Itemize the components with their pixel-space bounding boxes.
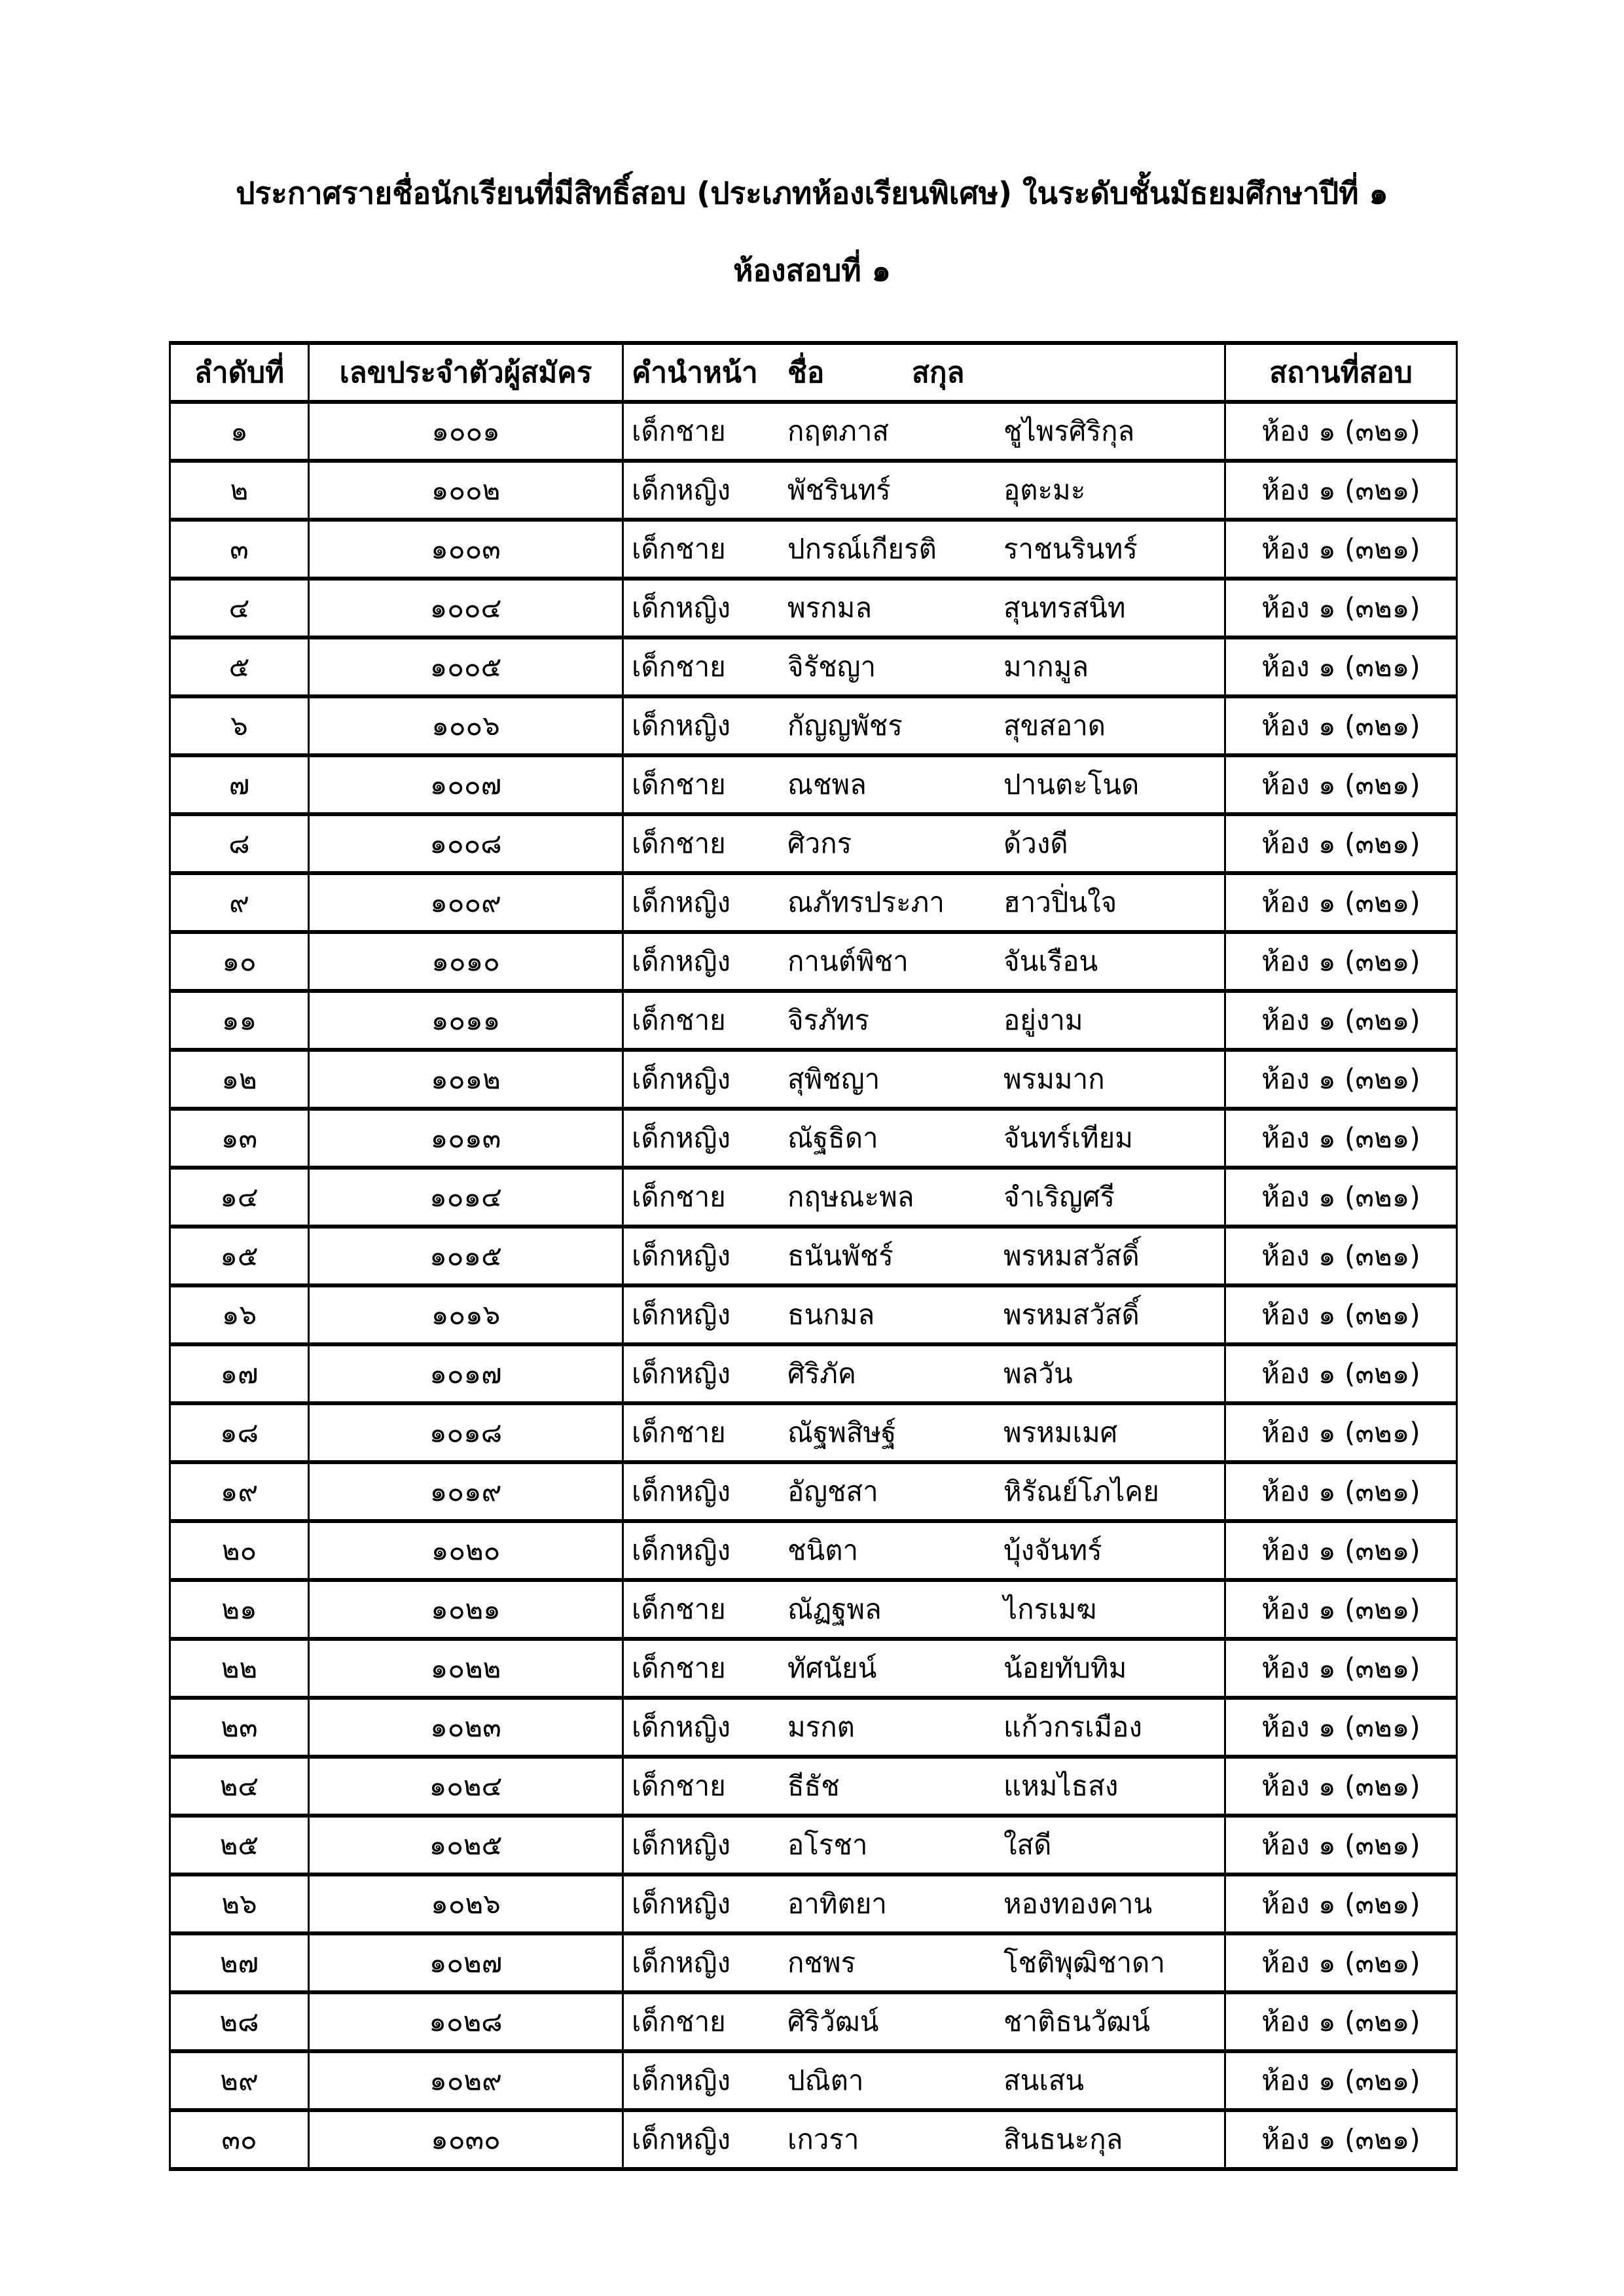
first-name-text: ณัฏฐพล: [787, 1593, 882, 1625]
surname-text: หองทองคาน: [1003, 1888, 1153, 1920]
prefix-text: เด็กหญิง: [632, 1888, 731, 1920]
surname-text: จำเริญศรี: [1003, 1181, 1115, 1213]
header-name-group: [624, 350, 1224, 395]
order-cell: ๒๘: [170, 1992, 309, 2051]
venue-cell: ห้อง ๑ (๓๒๑): [1225, 1168, 1457, 1227]
name-cell: [624, 1175, 1224, 1219]
table-row: [170, 520, 1457, 579]
order-cell: ๑๑: [170, 991, 309, 1050]
first-name-text: ณชพล: [787, 768, 867, 800]
prefix-text: เด็กหญิง: [632, 474, 731, 506]
first-name-text: ธนันพัชร์: [787, 1240, 893, 1272]
surname-text: ปานตะโนด: [1003, 768, 1140, 800]
surname-text: พรหมสวัสดิ์: [1003, 1240, 1140, 1272]
first-name-text: พรกมล: [787, 592, 873, 624]
applicant-id-cell: ๑๐๑๘: [309, 1403, 623, 1462]
venue-cell: ห้อง ๑ (๓๒๑): [1225, 461, 1457, 520]
applicant-id-cell: ๑๐๑๖: [309, 1285, 623, 1344]
prefix-text: เด็กชาย: [632, 1652, 726, 1684]
prefix-text: เด็กชาย: [632, 1593, 726, 1625]
table-row: [170, 1285, 1457, 1344]
applicant-id-cell: ๑๐๑๓: [309, 1109, 623, 1168]
prefix-text: เด็กหญิง: [632, 1240, 731, 1272]
name-cell: [624, 2000, 1224, 2043]
first-name-text: อัญชสา: [787, 1475, 878, 1507]
order-cell: ๑๖: [170, 1285, 309, 1344]
order-cell: ๑๐: [170, 932, 309, 991]
header-order: ลำดับที่: [170, 343, 309, 402]
venue-cell: ห้อง ๑ (๓๒๑): [1225, 1992, 1457, 2051]
order-cell: ๕: [170, 637, 309, 696]
applicant-id-cell: ๑๐๑๕: [309, 1227, 623, 1285]
venue-cell: ห้อง ๑ (๓๒๑): [1225, 2051, 1457, 2110]
applicant-id-cell: ๑๐๒๒: [309, 1639, 623, 1698]
order-cell: ๓: [170, 520, 309, 579]
first-name-text: ธีธัช: [787, 1770, 840, 1802]
table-row: [170, 637, 1457, 696]
venue-cell: ห้อง ๑ (๓๒๑): [1225, 1816, 1457, 1874]
applicant-id-cell: ๑๐๐๕: [309, 637, 623, 696]
name-cell: [624, 1882, 1224, 1926]
venue-cell: ห้อง ๑ (๓๒๑): [1225, 1344, 1457, 1403]
name-cell: [624, 881, 1224, 924]
prefix-text: เด็กชาย: [632, 827, 726, 859]
table-row: [170, 814, 1457, 873]
order-cell: ๑๘: [170, 1403, 309, 1462]
table-row: [170, 1580, 1457, 1639]
name-cell: [624, 940, 1224, 983]
applicant-id-cell: ๑๐๒๗: [309, 1933, 623, 1992]
applicant-id-cell: ๑๐๓๐: [309, 2110, 623, 2169]
venue-cell: ห้อง ๑ (๓๒๑): [1225, 402, 1457, 461]
name-cell: [624, 1234, 1224, 1278]
name-cell: [624, 2059, 1224, 2102]
header-surname: สกุล: [912, 356, 965, 389]
surname-text: พรหมเมศ: [1003, 1416, 1118, 1448]
first-name-text: จิรภัทร: [787, 1004, 870, 1036]
page-title: ประกาศรายชื่อนักเรียนที่มีสิทธิ์สอบ (ประเภทห้องเรียนพิเศษ) ในระดับชั้นมัธยมศึกษาปีที่ ๑: [236, 175, 1388, 211]
first-name-text: ธนกมล: [787, 1299, 875, 1331]
venue-cell: ห้อง ๑ (๓๒๑): [1225, 1109, 1457, 1168]
name-cell: [624, 1058, 1224, 1101]
table-row: [170, 1992, 1457, 2051]
order-cell: ๑๗: [170, 1344, 309, 1403]
table-row: [170, 1757, 1457, 1816]
student-roster-table: [169, 341, 1458, 2171]
name-cell: [624, 1765, 1224, 1808]
applicant-id-cell: ๑๐๐๑: [309, 402, 623, 461]
table-row: [170, 1109, 1457, 1168]
prefix-text: เด็กชาย: [632, 1770, 726, 1802]
table-row: [170, 932, 1457, 991]
exam-room-subtitle: ห้องสอบที่ ๑: [733, 253, 891, 288]
prefix-text: เด็กหญิง: [632, 1711, 731, 1743]
header-applicant-id: เลขประจำตัวผู้สมัคร: [309, 343, 623, 402]
surname-text: บุ้งจันทร์: [1003, 1534, 1102, 1566]
name-cell: [624, 1941, 1224, 1984]
venue-cell: ห้อง ๑ (๓๒๑): [1225, 1285, 1457, 1344]
header-venue: สถานที่สอบ: [1225, 343, 1457, 402]
surname-text: จันทร์เทียม: [1003, 1122, 1133, 1154]
order-cell: ๙: [170, 873, 309, 932]
venue-cell: ห้อง ๑ (๓๒๑): [1225, 1580, 1457, 1639]
surname-text: ไกรเมฆ: [1003, 1593, 1097, 1625]
order-cell: ๔: [170, 579, 309, 637]
first-name-text: กานต์พิชา: [787, 945, 909, 977]
prefix-text: เด็กหญิง: [632, 1534, 731, 1566]
name-cell: [624, 586, 1224, 630]
table-row: [170, 2110, 1457, 2169]
surname-text: สุนทรสนิท: [1003, 592, 1126, 624]
surname-text: อยู่งาม: [1003, 1004, 1083, 1036]
name-cell: [624, 2118, 1224, 2161]
venue-cell: ห้อง ๑ (๓๒๑): [1225, 579, 1457, 637]
venue-cell: ห้อง ๑ (๓๒๑): [1225, 755, 1457, 814]
prefix-text: เด็กชาย: [632, 533, 726, 565]
first-name-text: กัญญพัชร: [787, 709, 903, 742]
first-name-text: ศิวกร: [787, 827, 852, 859]
venue-cell: ห้อง ๑ (๓๒๑): [1225, 932, 1457, 991]
first-name-text: ศิริวัฒน์: [787, 2005, 879, 2037]
surname-text: พรหมสวัสดิ์: [1003, 1299, 1140, 1331]
name-cell: [624, 763, 1224, 806]
name-cell: [624, 410, 1224, 453]
order-cell: ๓๐: [170, 2110, 309, 2169]
order-cell: ๑๕: [170, 1227, 309, 1285]
table-row: [170, 1403, 1457, 1462]
first-name-text: กชพร: [787, 1946, 856, 1979]
prefix-text: เด็กชาย: [632, 1004, 726, 1036]
surname-text: ชูไพรศิริกุล: [1003, 415, 1135, 447]
order-cell: ๒๙: [170, 2051, 309, 2110]
surname-text: น้อยทับทิม: [1003, 1652, 1127, 1684]
student-table-body: [170, 402, 1457, 2169]
order-cell: ๘: [170, 814, 309, 873]
first-name-text: อโรชา: [787, 1829, 868, 1861]
table-row: [170, 1933, 1457, 1992]
venue-cell: ห้อง ๑ (๓๒๑): [1225, 873, 1457, 932]
header-first-name: ชื่อ: [787, 356, 825, 389]
order-cell: ๑: [170, 402, 309, 461]
table-row: [170, 461, 1457, 520]
surname-text: ฮาวปิ่นใจ: [1003, 886, 1117, 918]
order-cell: ๒๑: [170, 1580, 309, 1639]
name-cell: [624, 1647, 1224, 1690]
venue-cell: ห้อง ๑ (๓๒๑): [1225, 1874, 1457, 1933]
order-cell: ๑๒: [170, 1050, 309, 1109]
order-cell: ๒๓: [170, 1698, 309, 1757]
first-name-text: สุพิชญา: [787, 1063, 880, 1095]
applicant-id-cell: ๑๐๐๔: [309, 579, 623, 637]
table-row: [170, 2051, 1457, 2110]
surname-text: อุตะมะ: [1003, 474, 1086, 506]
venue-cell: ห้อง ๑ (๓๒๑): [1225, 2110, 1457, 2169]
prefix-text: เด็กหญิง: [632, 945, 731, 977]
applicant-id-cell: ๑๐๐๘: [309, 814, 623, 873]
surname-text: มากมูล: [1003, 651, 1089, 683]
surname-text: โชติพุฒิชาดา: [1003, 1946, 1165, 1979]
venue-cell: ห้อง ๑ (๓๒๑): [1225, 1227, 1457, 1285]
applicant-id-cell: ๑๐๑๙: [309, 1462, 623, 1521]
venue-cell: ห้อง ๑ (๓๒๑): [1225, 1521, 1457, 1580]
applicant-id-cell: ๑๐๐๙: [309, 873, 623, 932]
order-cell: ๒๖: [170, 1874, 309, 1933]
prefix-text: เด็กชาย: [632, 415, 726, 447]
prefix-text: เด็กหญิง: [632, 1475, 731, 1507]
prefix-text: เด็กหญิง: [632, 1122, 731, 1154]
name-cell: [624, 1117, 1224, 1160]
order-cell: ๖: [170, 696, 309, 755]
order-cell: ๒๗: [170, 1933, 309, 1992]
name-cell: [624, 1588, 1224, 1631]
table-row: [170, 1227, 1457, 1285]
first-name-text: ณัฐธิดา: [787, 1122, 878, 1154]
first-name-text: เกวรา: [787, 2123, 859, 2155]
header-prefix: คำนำหน้า: [632, 356, 758, 389]
order-cell: ๗: [170, 755, 309, 814]
order-cell: ๑๔: [170, 1168, 309, 1227]
table-row: [170, 1816, 1457, 1874]
table-row: [170, 402, 1457, 461]
name-cell: [624, 1411, 1224, 1454]
first-name-text: ชนิตา: [787, 1534, 859, 1566]
table-row: [170, 579, 1457, 637]
venue-cell: ห้อง ๑ (๓๒๑): [1225, 991, 1457, 1050]
first-name-text: กฤษณะพล: [787, 1181, 914, 1213]
first-name-text: มรกต: [787, 1711, 855, 1743]
venue-cell: ห้อง ๑ (๓๒๑): [1225, 696, 1457, 755]
applicant-id-cell: ๑๐๒๙: [309, 2051, 623, 2110]
applicant-id-cell: ๑๐๑๑: [309, 991, 623, 1050]
prefix-text: เด็กชาย: [632, 1416, 726, 1448]
name-cell: [624, 999, 1224, 1042]
prefix-text: เด็กหญิง: [632, 886, 731, 918]
prefix-text: เด็กหญิง: [632, 1299, 731, 1331]
prefix-text: เด็กชาย: [632, 1181, 726, 1213]
first-name-text: ณภัทรประภา: [787, 886, 945, 918]
table-row: [170, 1344, 1457, 1403]
order-cell: ๒๔: [170, 1757, 309, 1816]
applicant-id-cell: ๑๐๒๘: [309, 1992, 623, 2051]
surname-text: พรมมาก: [1003, 1063, 1105, 1095]
surname-text: สินธนะกุล: [1003, 2123, 1123, 2155]
order-cell: ๒๒: [170, 1639, 309, 1698]
applicant-id-cell: ๑๐๑๐: [309, 932, 623, 991]
first-name-text: ทัศนัยน์: [787, 1652, 877, 1684]
applicant-id-cell: ๑๐๐๗: [309, 755, 623, 814]
prefix-text: เด็กหญิง: [632, 592, 731, 624]
table-row: [170, 755, 1457, 814]
applicant-id-cell: ๑๐๒๕: [309, 1816, 623, 1874]
order-cell: ๑๓: [170, 1109, 309, 1168]
prefix-text: เด็กชาย: [632, 651, 726, 683]
prefix-text: เด็กหญิง: [632, 709, 731, 742]
surname-text: แก้วกรเมือง: [1003, 1711, 1142, 1743]
surname-text: ใสดี: [1003, 1829, 1052, 1861]
venue-cell: ห้อง ๑ (๓๒๑): [1225, 1462, 1457, 1521]
table-header-row: [170, 343, 1457, 402]
name-cell: [624, 469, 1224, 512]
name-cell: [624, 645, 1224, 689]
surname-text: จันเรือน: [1003, 945, 1098, 977]
order-cell: ๒: [170, 461, 309, 520]
applicant-id-cell: ๑๐๑๔: [309, 1168, 623, 1227]
venue-cell: ห้อง ๑ (๓๒๑): [1225, 1933, 1457, 1992]
table-row: [170, 873, 1457, 932]
order-cell: ๒๐: [170, 1521, 309, 1580]
prefix-text: เด็กชาย: [632, 768, 726, 800]
order-cell: ๒๕: [170, 1816, 309, 1874]
name-cell: [624, 704, 1224, 747]
first-name-text: ณัฐพสิษฐ์: [787, 1416, 897, 1448]
applicant-id-cell: ๑๐๒๑: [309, 1580, 623, 1639]
prefix-text: เด็กหญิง: [632, 1946, 731, 1979]
applicant-id-cell: ๑๐๒๖: [309, 1874, 623, 1933]
applicant-id-cell: ๑๐๒๐: [309, 1521, 623, 1580]
order-cell: ๑๙: [170, 1462, 309, 1521]
name-cell: [624, 1293, 1224, 1336]
first-name-text: ศิริภัค: [787, 1357, 856, 1390]
prefix-text: เด็กหญิง: [632, 1357, 731, 1390]
table-row: [170, 1521, 1457, 1580]
applicant-id-cell: ๑๐๐๖: [309, 696, 623, 755]
venue-cell: ห้อง ๑ (๓๒๑): [1225, 814, 1457, 873]
first-name-text: ปกรณ์เกียรติ: [787, 533, 937, 565]
venue-cell: ห้อง ๑ (๓๒๑): [1225, 637, 1457, 696]
venue-cell: ห้อง ๑ (๓๒๑): [1225, 1050, 1457, 1109]
applicant-id-cell: ๑๐๑๒: [309, 1050, 623, 1109]
venue-cell: ห้อง ๑ (๓๒๑): [1225, 520, 1457, 579]
prefix-text: เด็กหญิง: [632, 2064, 731, 2096]
prefix-text: เด็กชาย: [632, 2005, 726, 2037]
table-row: [170, 1050, 1457, 1109]
prefix-text: เด็กหญิง: [632, 1829, 731, 1861]
name-cell: [624, 1470, 1224, 1513]
first-name-text: อาทิตยา: [787, 1888, 887, 1920]
first-name-text: ปณิตา: [787, 2064, 864, 2096]
document-title-block: [124, 175, 1500, 288]
applicant-id-cell: ๑๐๑๗: [309, 1344, 623, 1403]
surname-text: ชาติธนวัฒน์: [1003, 2005, 1150, 2037]
venue-cell: ห้อง ๑ (๓๒๑): [1225, 1403, 1457, 1462]
venue-cell: ห้อง ๑ (๓๒๑): [1225, 1639, 1457, 1698]
table-row: [170, 1639, 1457, 1698]
surname-text: แหมไธสง: [1003, 1770, 1119, 1802]
name-cell: [624, 1352, 1224, 1395]
surname-text: หิรัณย์โภไคย: [1003, 1475, 1159, 1507]
table-row: [170, 696, 1457, 755]
name-cell: [624, 1823, 1224, 1867]
applicant-id-cell: ๑๐๐๓: [309, 520, 623, 579]
name-cell: [624, 1529, 1224, 1572]
applicant-id-cell: ๑๐๒๓: [309, 1698, 623, 1757]
applicant-id-cell: ๑๐๒๔: [309, 1757, 623, 1816]
prefix-text: เด็กหญิง: [632, 1063, 731, 1095]
surname-text: พลวัน: [1003, 1357, 1073, 1390]
first-name-text: พัชรินทร์: [787, 474, 891, 506]
table-row: [170, 1698, 1457, 1757]
surname-text: สนเสน: [1003, 2064, 1085, 2096]
first-name-text: จิรัชญา: [787, 651, 876, 683]
surname-text: สุขสอาด: [1003, 709, 1106, 742]
surname-text: ราชนรินทร์: [1003, 533, 1138, 565]
first-name-text: กฤตภาส: [787, 415, 890, 447]
table-row: [170, 1874, 1457, 1933]
venue-cell: ห้อง ๑ (๓๒๑): [1225, 1757, 1457, 1816]
name-cell: [624, 1706, 1224, 1749]
name-cell: [624, 822, 1224, 865]
prefix-text: เด็กหญิง: [632, 2123, 731, 2155]
name-cell: [624, 528, 1224, 571]
applicant-id-cell: ๑๐๐๒: [309, 461, 623, 520]
venue-cell: ห้อง ๑ (๓๒๑): [1225, 1698, 1457, 1757]
table-row: [170, 991, 1457, 1050]
surname-text: ด้วงดี: [1003, 827, 1068, 859]
table-row: [170, 1168, 1457, 1227]
table-row: [170, 1462, 1457, 1521]
